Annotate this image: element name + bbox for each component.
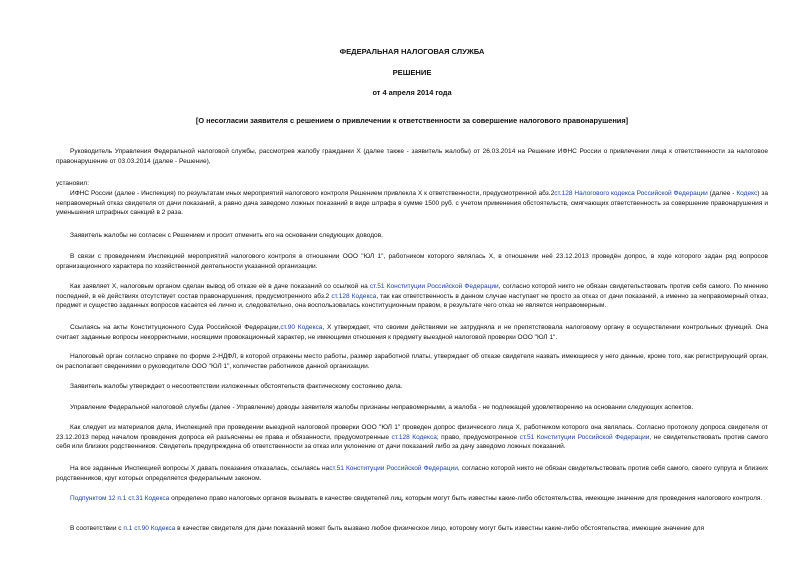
paragraph-established: установил:	[56, 180, 90, 187]
doc-type-title: РЕШЕНИЕ	[392, 68, 432, 77]
paragraph-2ndfl: Налоговый орган согласно справке по форме 2-НДФЛ, в которой отражены место работы, размер заработной платы, утверждает об отказе свидетеля назвать имеющиеся у него данные, кроме того, как регистрирующий орган, он располагает сведениями о руководителе ООО "ЮЛ 1", количестве работников данной организации.	[56, 353, 768, 370]
link-article-90-code[interactable]: ст.90 Кодекса	[280, 324, 323, 331]
paragraph-inconsistency: Заявитель жалобы утверждает о несоответствии изложенных обстоятельств фактическому состоянию дела.	[70, 383, 403, 390]
paragraph-interrogation: В связи с проведением Инспекцией мероприятий налогового контроля в отношении ООО "ЮЛ 1", работником которого являлась Х, в отношении неё 23.12.2013 проведён допрос, в ходе которого задан ряд вопросов организационного характера по хозяйственной деятельности указанной организации.	[56, 253, 768, 270]
link-code[interactable]: Кодекс	[736, 190, 758, 197]
paragraph-constitutional-court: Ссылаясь на акты Конституционного Суда Российской Федерации,ст.90 Кодекса, Х утверждает, что своими действиями не затрудняла и не препятствовала налоговому органу в осуществлении контрольных функций. Она считает заданные вопросы некорректными, носящими провокационный характер, не имеющими отношения к предмету выездной налоговой проверки ООО "ЮЛ 1".	[56, 324, 768, 341]
paragraph-inspection-decision: ИФНС России (далее - Инспекция) по результатам иных мероприятий налогового контроля Решением привлекла Х к ответственности, предусмотренной абз.2ст.128 Налогового кодекса Российской Федерации (далее - Кодекс) за неправомерный отказ свидетеля от дачи показаний, а равно дача заведомо ложных показаний в виде штрафа в сумме 1500 руб. с учетом применения обстоятельств, смягчающих ответственность за совершение правонарушения и уменьшения штрафных санкций в 2 раза.	[56, 190, 768, 217]
paragraph-claim-refusal: Как заявляет Х, налоговым органом сделан вывод об отказе её в даче показаний со ссылкой на ст.51 Конституции Российской Федерации, согласно которой никто не обязан свидетельствовать против себя самого. По мнению последней, в её действиях отсутствует состав правонарушения, предусмотренного абз.2 ст.128 Кодекса, так как ответственность в данном случае наступает не просто за отказ от дачи показаний, а именно за неправомерный отказ, предмет и существо заданных вопросов касается её лично и, следовательно, она воспользовалась конституционным правом, в результате чего отказ не является неправомерным.	[56, 283, 769, 310]
paragraph-directorate-position: Управление Федеральной налоговой службы (далее - Управление) доводы заявителя жалобы признаны неправомерными, а жалоба - не подлежащей удовлетворению на основании следующих аспектов.	[70, 404, 694, 411]
link-article-128-tax-code[interactable]: ст.128 Налогового кодекса Российской Федерации	[554, 190, 708, 197]
link-article-51-constitution-2[interactable]: ст.51 Конституции Российской Федерации	[519, 433, 650, 441]
doc-date: от 4 апреля 2014 года	[372, 88, 452, 97]
paragraph-article-90: В соответствии с п.1 ст.90 Кодекса в качестве свидетеля для дачи показаний может быть вызвано любое физическое лицо, которому могут быть известны какие-либо обстоятельства, имеющие значение для	[70, 525, 705, 532]
link-paragraph-1-article-90[interactable]: п.1 ст.90 Кодекса	[123, 525, 176, 532]
link-subparagraph-12-article-31[interactable]: Подпунктом 12 п.1 ст.31 Кодекса	[70, 495, 170, 502]
paragraph-case-materials: Как следует из материалов дела, Инспекцией при проведении выездной налоговой проверки ООО "ЮЛ 1" проведен допрос физического лица Х, работником которого она являлась. Согласно протоколу допроса свидетеля от 23.12.2013 перед началом проведения допроса ей разъяснены ее права и обязанности, предусмотренные ст.128 Кодекса; право, предусмотренное ст.51 Конституции Российской Федерации, не свидетельствовать против самого себя или близких родственников. Свидетель предупреждена об ответственности за отказ или уклонение от дачи показаний либо за дачу заведомо ложных показаний.	[56, 424, 768, 451]
link-article-128-code[interactable]: ст.128 Кодекса	[331, 292, 377, 300]
paragraph-disagreement: Заявитель жалобы не согласен с Решением и просит отменить его на основании следующих доводов.	[70, 232, 383, 239]
link-article-128-code-2[interactable]: ст.128 Кодекса	[391, 433, 437, 441]
paragraph-refused-answers: На все заданные Инспекцией вопросы Х давать показания отказалась, ссылаясь наст.51 Конституции Российской Федерации, согласно которой никто не обязан свидетельствовать против себя самого, своего супруга и близких родственников, круг которых определяется федеральным законом.	[56, 465, 768, 482]
link-article-51-constitution-3[interactable]: ст.51 Конституции Российской Федерации	[329, 465, 458, 472]
doc-subject: [О несогласии заявителя с решением о привлечении к ответственности за совершение налогового правонарушения]	[195, 116, 629, 125]
org-title: ФЕДЕРАЛЬНАЯ НАЛОГОВАЯ СЛУЖБА	[339, 47, 485, 56]
paragraph-article-31: Подпунктом 12 п.1 ст.31 Кодекса определено право налоговых органов вызывать в качестве свидетелей лиц, которым могут быть известны какие-либо обстоятельства, имеющие значение для проведения налогового контроля.	[70, 495, 763, 502]
paragraph-intro: Руководитель Управления Федеральной налоговой службы, рассмотрев жалобу гражданки Х (далее также - заявитель жалобы) от 26.03.2014 на Решение ИФНС России о привлечении лица к ответственности за налоговое правонарушение от 03.03.2014 (далее - Решение),	[56, 148, 768, 165]
link-article-51-constitution[interactable]: ст.51 Конституции Российской Федерации	[369, 283, 499, 290]
